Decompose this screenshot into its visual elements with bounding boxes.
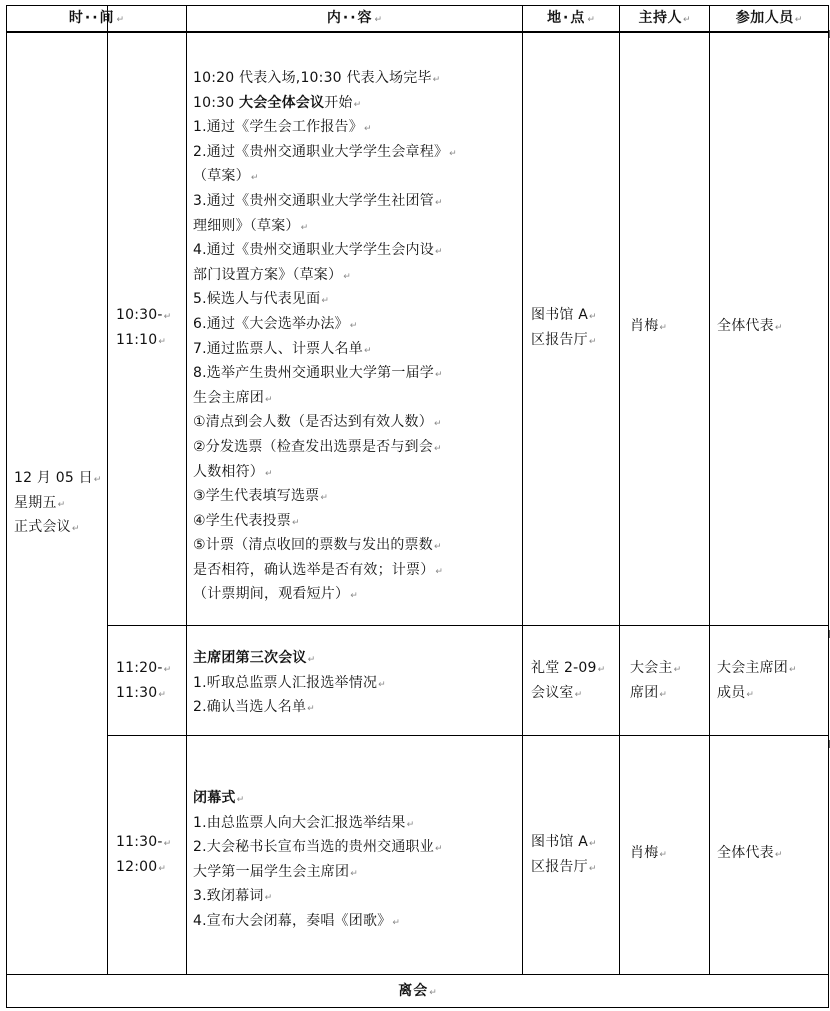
content-line — [193, 436, 521, 461]
content-line — [193, 387, 521, 412]
paragraph-mark: ↵ — [307, 655, 316, 665]
paragraph-mark: ↵ — [774, 323, 783, 333]
row1-bottom-border — [108, 625, 828, 626]
paragraph-mark: ↵ — [429, 988, 437, 998]
date-line — [14, 492, 106, 517]
content-line — [193, 215, 521, 240]
time-line — [116, 304, 184, 329]
header-content-label: 内··容 — [326, 10, 374, 26]
location-line — [531, 831, 617, 856]
row3-time — [116, 831, 184, 880]
content-line — [193, 510, 521, 535]
content-line — [193, 116, 521, 141]
content-text: 开始 — [324, 94, 353, 111]
table-right-border — [828, 5, 829, 1008]
time-text: 11:30 — [116, 684, 158, 701]
content-line — [193, 485, 521, 510]
content-text: 8.选举产生贵州交通职业大学第一届学 — [193, 365, 434, 382]
paragraph-mark: ↵ — [265, 468, 273, 479]
content-heading: 闭幕式 — [193, 790, 236, 806]
location-line — [531, 657, 617, 682]
content-text: 理细则》（草案） — [193, 217, 300, 234]
row2-location — [531, 657, 617, 706]
location-text: 区报告厅 — [531, 858, 588, 875]
row1-participants — [717, 315, 827, 340]
paragraph-mark: ↵ — [363, 124, 372, 135]
row3-participants — [717, 842, 827, 867]
paragraph-mark: ↵ — [378, 679, 386, 690]
content-line — [193, 647, 521, 672]
header-participants-label: 参加人员 — [735, 10, 794, 26]
content-text: 4.通过《贵州交通职业大学学生会内设 — [193, 242, 434, 259]
time-text: 11:10 — [116, 331, 158, 348]
content-line — [193, 461, 521, 486]
time-line — [116, 657, 184, 682]
paragraph-mark: ↵ — [746, 689, 754, 700]
content-line — [193, 338, 521, 363]
date-text: 正式会议 — [14, 519, 71, 536]
paragraph-mark: ↵ — [774, 850, 783, 860]
participants-text: 大会主席团 — [717, 660, 788, 676]
paragraph-mark: ↵ — [589, 312, 597, 322]
participants-line — [717, 315, 827, 340]
time-text: 12:00 — [116, 858, 158, 875]
header-time — [7, 6, 186, 30]
paragraph-mark: ↵ — [588, 863, 597, 874]
participants-text: 全体代表 — [717, 845, 774, 861]
paragraph-mark: ↵ — [300, 222, 309, 233]
content-text: 5.候选人与代表见面 — [193, 291, 321, 308]
rows-bottom-border — [6, 974, 829, 975]
table-left-border — [6, 5, 7, 1008]
paragraph-mark: ↵ — [587, 15, 595, 25]
content-text: ④学生代表投票 — [193, 512, 291, 529]
content-line — [193, 696, 521, 721]
paragraph-mark: ↵ — [434, 370, 443, 381]
content-line — [193, 787, 521, 812]
paragraph-mark: ↵ — [307, 704, 315, 715]
content-line — [193, 239, 521, 264]
paragraph-mark: ↵ — [350, 591, 358, 602]
paragraph-mark: ↵ — [343, 271, 351, 282]
header-host-label: 主持人 — [638, 10, 682, 26]
content-text: 10:30 — [193, 94, 239, 111]
paragraph-mark: ↵ — [597, 665, 606, 675]
col-divider-content — [522, 5, 523, 975]
content-text: 2.确认当选人名单 — [193, 699, 307, 716]
content-text: 6.通过《大会选举办法》 — [193, 315, 349, 332]
paragraph-mark: ↵ — [374, 15, 383, 25]
content-text: ①清点到会人数（是否达到有效人数） — [193, 414, 433, 431]
time-line — [116, 856, 184, 881]
location-text: 会议室 — [531, 684, 574, 701]
paragraph-mark: ↵ — [659, 850, 667, 860]
content-line — [193, 836, 521, 861]
paragraph-mark: ↵ — [116, 15, 125, 25]
paragraph-mark: ↵ — [794, 15, 803, 25]
time-line — [116, 682, 184, 707]
col-divider-date — [107, 5, 108, 975]
content-line — [193, 672, 521, 697]
content-text: ③学生代表填写选票 — [193, 488, 320, 505]
time-line — [116, 329, 184, 354]
content-line — [193, 910, 521, 935]
date-cell — [14, 467, 106, 541]
footer-leave-label: 离会 — [398, 983, 429, 999]
content-line — [193, 165, 521, 190]
paragraph-mark: ↵ — [434, 247, 443, 258]
paragraph-mark: ↵ — [163, 839, 172, 849]
content-text: ②分发选票（检查发出选票是否与到会 — [193, 438, 433, 455]
paragraph-mark: ↵ — [265, 394, 273, 405]
row2-content — [193, 647, 521, 721]
content-text: 2.通过《贵州交通职业大学学生会章程》 — [193, 143, 449, 160]
paragraph-mark: ↵ — [589, 839, 597, 849]
host-line — [630, 682, 708, 707]
host-line — [630, 842, 708, 867]
table-bottom-border — [6, 1007, 829, 1008]
footer-leave — [7, 979, 828, 1003]
content-line — [193, 885, 521, 910]
paragraph-mark: ↵ — [433, 419, 442, 430]
content-line — [193, 288, 521, 313]
content-line — [193, 559, 521, 584]
paragraph-mark: ↵ — [350, 868, 358, 879]
paragraph-mark: ↵ — [57, 499, 66, 510]
paragraph-mark: ↵ — [433, 542, 442, 553]
content-text: 1.听取总监票人汇报选举情况 — [193, 674, 378, 691]
header-content — [187, 6, 522, 30]
paragraph-mark: ↵ — [449, 148, 457, 159]
content-heading: 主席团第三次会议 — [193, 650, 307, 666]
paragraph-mark: ↵ — [588, 336, 597, 347]
header-participants — [710, 6, 828, 30]
paragraph-mark: ↵ — [673, 665, 682, 675]
date-text: 12 月 05 日 — [14, 470, 93, 486]
content-line — [193, 534, 521, 559]
paragraph-mark: ↵ — [435, 566, 443, 577]
row1-time — [116, 304, 184, 353]
location-line — [531, 304, 617, 329]
location-text: 礼堂 2-09 — [531, 660, 597, 676]
row2-bottom-border — [108, 735, 828, 736]
paragraph-mark: ↵ — [392, 917, 400, 928]
location-line — [531, 682, 617, 707]
content-text: （计票期间，观看短片） — [193, 586, 350, 603]
paragraph-mark: ↵ — [349, 320, 358, 331]
paragraph-mark: ↵ — [93, 475, 102, 485]
row3-location — [531, 831, 617, 880]
paragraph-mark: ↵ — [158, 336, 166, 347]
content-text: 1.由总监票人向大会汇报选举结果 — [193, 814, 406, 831]
paragraph-mark: ↵ — [574, 689, 583, 700]
col-divider-host — [709, 5, 710, 975]
row1-content — [193, 67, 521, 608]
content-heading: 大会全体会议 — [239, 94, 325, 111]
paragraph-mark: ↵ — [789, 665, 797, 675]
location-line — [531, 856, 617, 881]
paragraph-mark: ↵ — [320, 493, 328, 504]
content-text: 10:20 代表入场,10:30 代表入场完毕 — [193, 70, 432, 86]
header-host — [620, 6, 709, 30]
content-line — [193, 362, 521, 387]
location-text: 图书馆 A — [531, 834, 589, 850]
participants-text: 成员 — [717, 684, 746, 701]
header-bottom-border — [6, 31, 829, 33]
col-divider-time — [186, 5, 187, 975]
content-text: 3.通过《贵州交通职业大学学生社团管 — [193, 192, 434, 209]
paragraph-mark: ↵ — [264, 893, 273, 904]
content-text: 3.致闭幕词 — [193, 888, 264, 905]
paragraph-mark: ↵ — [434, 844, 443, 855]
content-text: 1.通过《学生会工作报告》 — [193, 119, 363, 136]
paragraph-mark: ↵ — [432, 75, 441, 85]
date-line — [14, 467, 106, 492]
content-line — [193, 264, 521, 289]
paragraph-mark: ↵ — [406, 819, 415, 830]
content-line — [193, 583, 521, 608]
content-line — [193, 411, 521, 436]
paragraph-mark: ↵ — [682, 15, 691, 25]
location-text: 图书馆 A — [531, 307, 589, 323]
paragraph-mark: ↵ — [363, 345, 372, 356]
participants-line — [717, 682, 827, 707]
content-line — [193, 190, 521, 215]
content-line — [193, 92, 521, 117]
date-line — [14, 516, 106, 541]
paragraph-mark: ↵ — [250, 173, 259, 184]
content-text: 大学第一届学生会主席团 — [193, 863, 350, 880]
row3-host — [630, 842, 708, 867]
participants-text: 全体代表 — [717, 318, 774, 334]
time-line — [116, 831, 184, 856]
paragraph-mark: ↵ — [659, 323, 667, 333]
participants-line — [717, 842, 827, 867]
date-text: 星期五 — [14, 494, 57, 511]
content-text: 部门设置方案》（草案） — [193, 266, 343, 283]
location-line — [531, 329, 617, 354]
time-text: 10:30- — [116, 307, 163, 323]
host-text: 肖梅 — [630, 318, 659, 334]
paragraph-mark: ↵ — [163, 665, 172, 675]
content-text: （草案） — [193, 168, 250, 185]
participants-line — [717, 657, 827, 682]
content-text: 2.大会秘书长宣布当选的贵州交通职业 — [193, 839, 434, 856]
content-line — [193, 141, 521, 166]
paragraph-mark: ↵ — [71, 524, 80, 535]
content-text: 生会主席团 — [193, 389, 264, 406]
time-text: 11:30- — [116, 834, 163, 850]
content-line — [193, 861, 521, 886]
content-text: 7.通过监票人、计票人名单 — [193, 340, 363, 357]
row2-host — [630, 657, 708, 706]
paragraph-mark: ↵ — [353, 99, 362, 110]
row1-host — [630, 315, 708, 340]
paragraph-mark: ↵ — [158, 689, 166, 700]
content-line — [193, 313, 521, 338]
paragraph-mark: ↵ — [158, 863, 166, 874]
row2-time — [116, 657, 184, 706]
location-text: 区报告厅 — [531, 331, 588, 348]
content-text: 人数相符） — [193, 463, 264, 480]
paragraph-mark: ↵ — [433, 443, 442, 454]
row1-location — [531, 304, 617, 353]
host-line — [630, 657, 708, 682]
host-line — [630, 315, 708, 340]
content-text: 是否相符，确认选举是否有效；计票） — [193, 561, 435, 578]
content-text: ⑤计票（清点收回的票数与发出的票数 — [193, 537, 433, 554]
content-line — [193, 812, 521, 837]
header-time-label: 时··间 — [68, 10, 116, 26]
paragraph-mark: ↵ — [291, 517, 300, 528]
host-text: 肖梅 — [630, 845, 659, 861]
row2-participants — [717, 657, 827, 706]
paragraph-mark: ↵ — [321, 296, 329, 307]
host-text: 席团 — [630, 684, 659, 701]
paragraph-mark: ↵ — [659, 689, 667, 700]
content-line — [193, 67, 521, 92]
row3-content — [193, 787, 521, 935]
col-divider-location — [619, 5, 620, 975]
time-text: 11:20- — [116, 660, 163, 676]
host-text: 大会主 — [630, 660, 673, 676]
paragraph-mark: ↵ — [163, 312, 172, 322]
paragraph-mark: ↵ — [434, 197, 443, 208]
header-location-label: 地·点 — [547, 10, 587, 26]
header-location — [523, 6, 619, 30]
paragraph-mark: ↵ — [236, 795, 245, 805]
content-text: 4.宣布大会闭幕，奏唱《团歌》 — [193, 912, 392, 929]
